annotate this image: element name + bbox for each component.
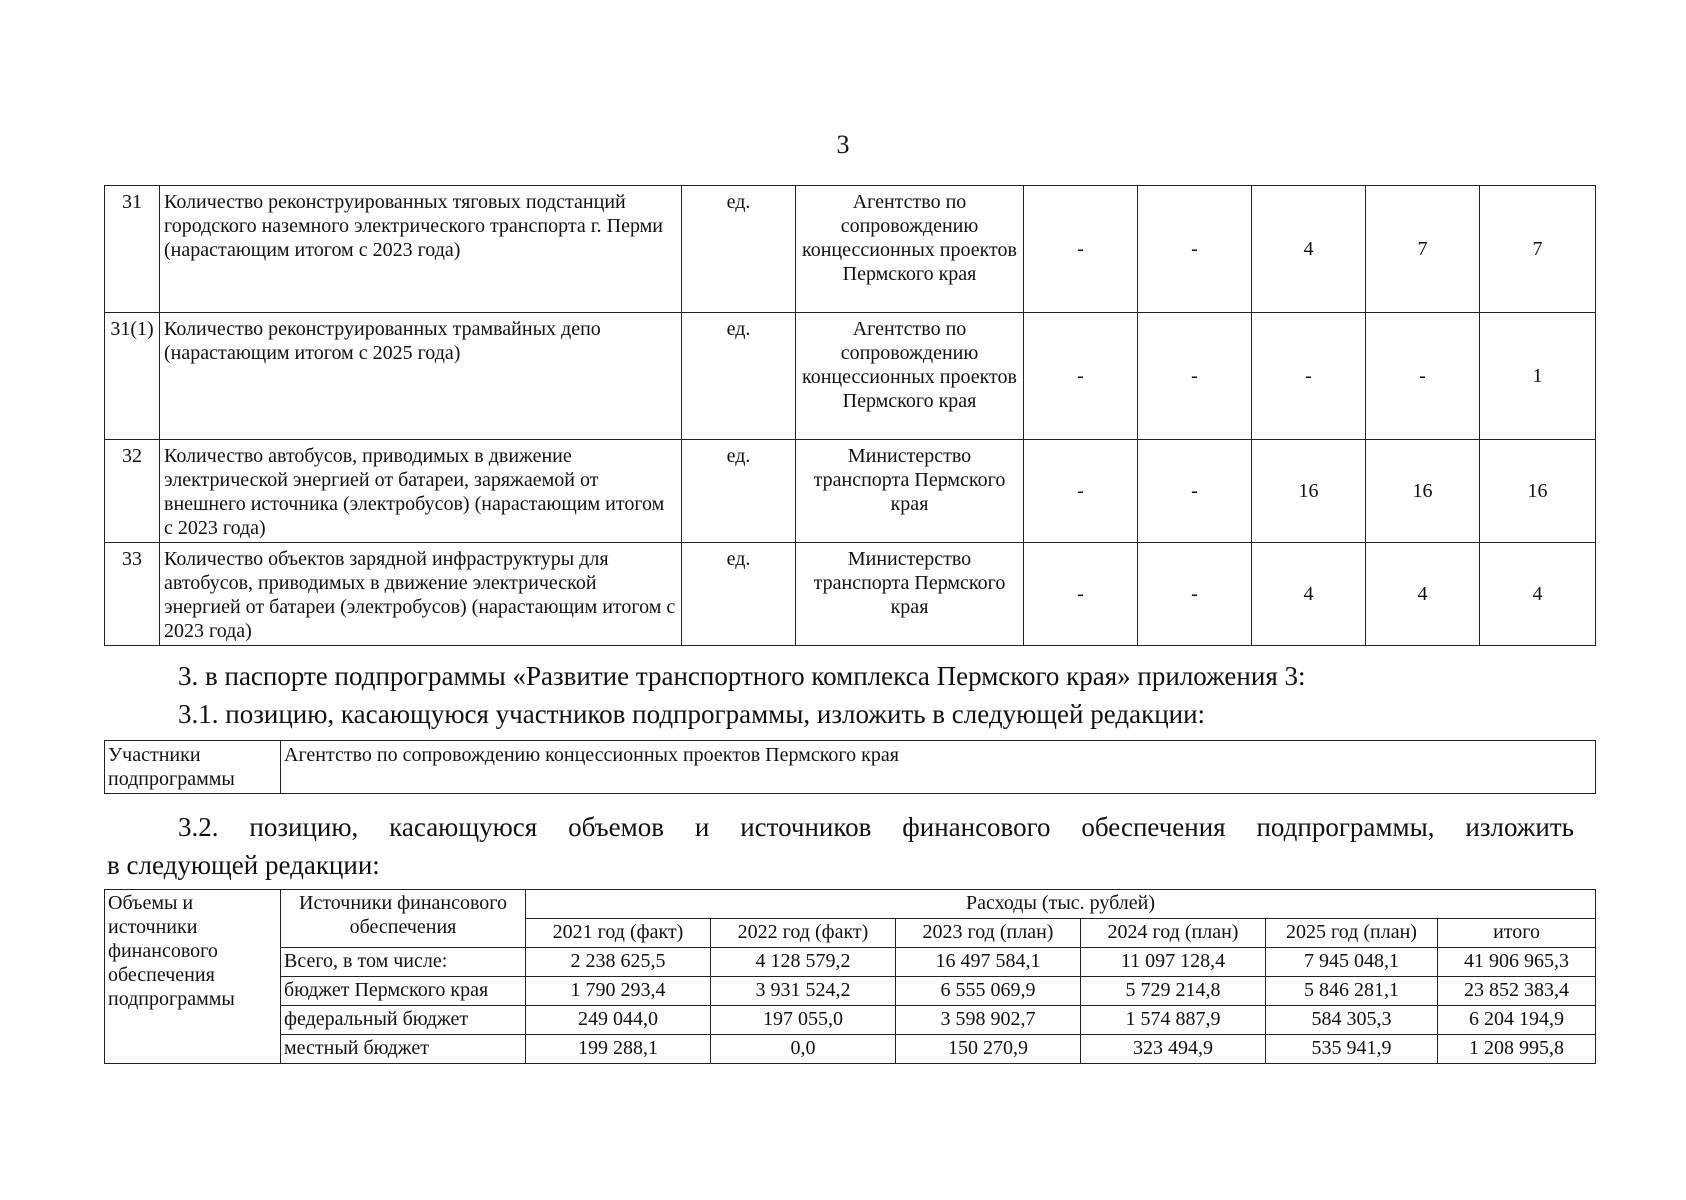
indicator-name: Количество реконструированных тяговых подстанций городского наземного электрического транспорта г. Перми (нарастающим итогом с 2023 года) (160, 186, 682, 313)
indicator-value: - (1024, 186, 1138, 313)
paragraph-3-2-continued: в следующей редакции: (107, 850, 380, 880)
finance-value: 5 729 214,8 (1081, 977, 1266, 1006)
indicator-row (105, 543, 1596, 646)
finance-source: бюджет Пермского края (281, 977, 526, 1006)
indicator-value: 16 (1480, 440, 1596, 543)
indicator-name: Количество объектов зарядной инфраструктуры для автобусов, приводимых в движение электрической энергией от батареи (электробусов) (нарастающим итогом с 2023 года) (160, 543, 682, 646)
indicator-row (105, 440, 1596, 543)
indicator-number: 31 (105, 186, 160, 313)
page-number: 3 (836, 130, 850, 159)
participants-table (104, 740, 1596, 794)
finance-value: 323 494,9 (1081, 1035, 1266, 1064)
indicator-number: 32 (105, 440, 160, 543)
indicator-unit: ед. (682, 313, 796, 440)
finance-source: федеральный бюджет (281, 1006, 526, 1035)
indicator-number: 33 (105, 543, 160, 646)
finance-label: Объемы и источники финансового обеспечения подпрограммы (105, 890, 281, 1064)
indicator-responsible: Агентство по сопровождению концессионных проектов Пермского края (796, 186, 1024, 313)
finance-value: 249 044,0 (526, 1006, 711, 1035)
indicator-value: 4 (1480, 543, 1596, 646)
finance-value: 584 305,3 (1266, 1006, 1438, 1035)
indicator-value: - (1024, 543, 1138, 646)
indicator-value: - (1138, 440, 1252, 543)
finance-value: 197 055,0 (711, 1006, 896, 1035)
finance-value: 3 931 524,2 (711, 977, 896, 1006)
participants-value: Агентство по сопровождению концессионных проектов Пермского края (281, 741, 1596, 794)
indicator-value: 1 (1480, 313, 1596, 440)
finance-value: 11 097 128,4 (1081, 948, 1266, 977)
finance-row (105, 977, 1596, 1006)
indicator-value: 4 (1366, 543, 1480, 646)
year-header: 2021 год (факт) (526, 919, 711, 948)
indicator-row (105, 313, 1596, 440)
finance-value: 7 945 048,1 (1266, 948, 1438, 977)
finance-source: Всего, в том числе: (281, 948, 526, 977)
indicator-value: 7 (1480, 186, 1596, 313)
paragraph-3-1: 3.1. позицию, касающуюся участников подпрограммы, изложить в следующей редакции: (178, 699, 1206, 729)
year-header: итого (1438, 919, 1596, 948)
indicator-value: - (1366, 313, 1480, 440)
finance-value: 16 497 584,1 (896, 948, 1081, 977)
finance-value: 199 288,1 (526, 1035, 711, 1064)
expenses-header: Расходы (тыс. рублей) (526, 890, 1596, 919)
indicator-row (105, 186, 1596, 313)
year-header: 2023 год (план) (896, 919, 1081, 948)
indicator-value: - (1252, 313, 1366, 440)
indicator-responsible: Агентство по сопровождению концессионных проектов Пермского края (796, 313, 1024, 440)
sources-header: Источники финансового обеспечения (281, 890, 526, 948)
finance-value: 1 208 995,8 (1438, 1035, 1596, 1064)
finance-value: 41 906 965,3 (1438, 948, 1596, 977)
indicator-name: Количество реконструированных трамвайных депо (нарастающим итогом с 2025 года) (160, 313, 682, 440)
indicator-value: - (1138, 186, 1252, 313)
indicator-responsible: Министерство транспорта Пермского края (796, 543, 1024, 646)
indicator-unit: ед. (682, 440, 796, 543)
indicator-unit: ед. (682, 186, 796, 313)
participants-label: Участники подпрограммы (105, 741, 281, 794)
indicator-value: - (1138, 543, 1252, 646)
year-header: 2025 год (план) (1266, 919, 1438, 948)
finance-value: 6 555 069,9 (896, 977, 1081, 1006)
finance-source: местный бюджет (281, 1035, 526, 1064)
finance-value: 23 852 383,4 (1438, 977, 1596, 1006)
finance-table (104, 889, 1596, 1064)
finance-value: 3 598 902,7 (896, 1006, 1081, 1035)
indicator-value: 16 (1252, 440, 1366, 543)
indicator-unit: ед. (682, 543, 796, 646)
indicator-number: 31(1) (105, 313, 160, 440)
finance-value: 0,0 (711, 1035, 896, 1064)
indicator-value: 4 (1252, 543, 1366, 646)
indicator-value: - (1024, 313, 1138, 440)
finance-value: 2 238 625,5 (526, 948, 711, 977)
year-header: 2022 год (факт) (711, 919, 896, 948)
indicator-value: 4 (1252, 186, 1366, 313)
paragraph-3-2: 3.2. позицию, касающуюся объемов и источников финансового обеспечения подпрограммы, изложить (178, 812, 1574, 842)
finance-value: 150 270,9 (896, 1035, 1081, 1064)
indicator-name: Количество автобусов, приводимых в движение электрической энергией от батареи, заряжаемой от внешнего источника (электробусов) (нарастающим итогом с 2023 года) (160, 440, 682, 543)
finance-value: 1 574 887,9 (1081, 1006, 1266, 1035)
finance-header-row (105, 890, 1596, 919)
finance-value: 5 846 281,1 (1266, 977, 1438, 1006)
finance-row (105, 948, 1596, 977)
indicators-table (104, 185, 1596, 646)
finance-value: 535 941,9 (1266, 1035, 1438, 1064)
finance-row (105, 1006, 1596, 1035)
indicator-value: - (1024, 440, 1138, 543)
indicator-value: - (1138, 313, 1252, 440)
finance-value: 6 204 194,9 (1438, 1006, 1596, 1035)
paragraph-3: 3. в паспорте подпрограммы «Развитие транспортного комплекса Пермского края» приложения 3: (178, 661, 1306, 691)
finance-row (105, 1035, 1596, 1064)
year-header: 2024 год (план) (1081, 919, 1266, 948)
indicator-value: 7 (1366, 186, 1480, 313)
finance-value: 1 790 293,4 (526, 977, 711, 1006)
indicator-responsible: Министерство транспорта Пермского края (796, 440, 1024, 543)
finance-value: 4 128 579,2 (711, 948, 896, 977)
indicator-value: 16 (1366, 440, 1480, 543)
